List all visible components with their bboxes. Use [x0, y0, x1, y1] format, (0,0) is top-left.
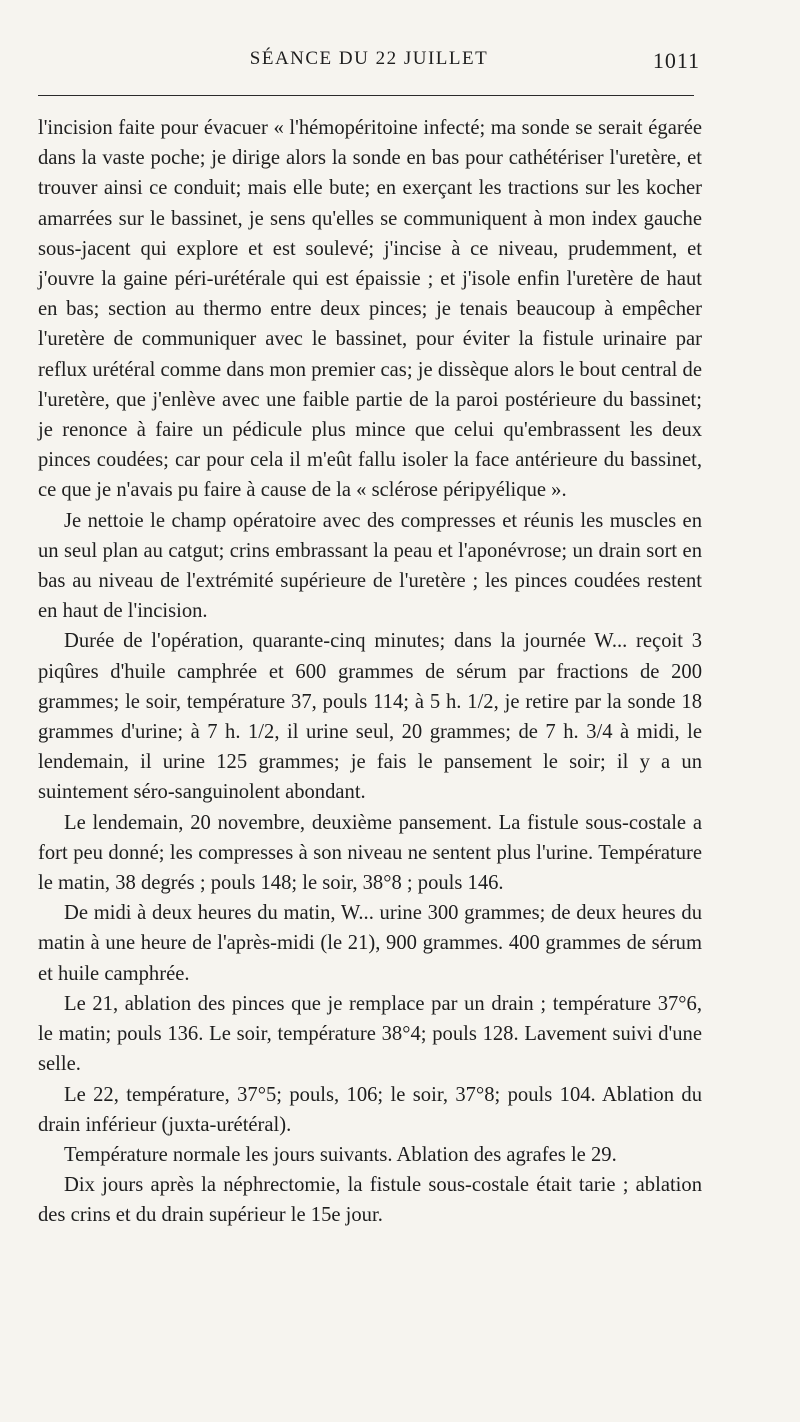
page-number: 1011 — [652, 48, 700, 73]
paragraph: Je nettoie le champ opératoire avec des compresses et réunis les muscles en un seul plan au catgut; crins embrassant la peau et l'aponévrose; un drain sort en bas au niveau de l'extrémité supérieure de l'uretère ; les pinces coudées restent en haut de l'incision. — [38, 509, 702, 623]
paragraph: De midi à deux heures du matin, W... urine 300 grammes; de deux heures du matin à une heure de l'après-midi (le 21), 900 grammes. 400 grammes de sérum et huile camphrée. — [38, 902, 702, 985]
running-title: SÉANCE DU 22 JUILLET — [249, 48, 489, 69]
paragraph: Le 21, ablation des pinces que je remplace par un drain ; température 37°6, le matin; pouls 136. Le soir, température 38°4; pouls 128. Lavement suivi d'une selle. — [38, 992, 702, 1076]
paragraph: Le lendemain, 20 novembre, deuxième pansement. La fistule sous-costale a fort peu donné; les compresses à son niveau ne sentent plus l'urine. Température le matin, 38 degrés ; pouls 148; le soir, 38°8 ; pouls 146. — [38, 811, 702, 895]
running-head — [38, 48, 700, 82]
header-rule — [38, 95, 694, 96]
body-text — [38, 113, 702, 1231]
paragraph-continuation: l'incision faite pour évacuer « l'hémopéritoine infecté; ma sonde se serait égarée dans la vaste poche; je dirige alors la sonde en bas pour cathétériser l'uretère, et trouver ainsi ce conduit; mais elle bute; en exerçant les tractions sur les kocher amarrées sur le bassinet, je sens qu'elles se communiquent à mon index gauche sous-jacent qui explore et est soulevé; j'incise à ce niveau, prudemment, et j'ouvre la gaine péri-urétérale qui est épaissie ; et j'isole enfin l'uretère de haut en bas; section au thermo entre deux pinces; je tenais beaucoup à empêcher l'uretère de communiquer avec le bassinet, pour éviter la fistule urinaire par reflux urétéral comme dans mon premier cas; je dissèque alors le bout central de l'uretère, que j'enlève avec une faible partie de la paroi postérieure du bassinet; je renonce à faire un pédicule plus mince que celui qu'embrassent les deux pinces coudées; car pour cela il m'eût fallu isoler la face antérieure du bassinet, ce que je n'avais pu faire à cause de la « sclérose péripyélique ». — [38, 117, 702, 502]
paragraph: Le 22, température, 37°5; pouls, 106; le soir, 37°8; pouls 104. Ablation du drain inférieur (juxta-urétéral). — [38, 1083, 702, 1136]
paragraph: Durée de l'opération, quarante-cinq minutes; dans la journée W... reçoit 3 piqûres d'huile camphrée et 600 grammes de sérum par fractions de 200 grammes; le soir, température 37, pouls 114; à 5 h. 1/2, je retire par la sonde 18 grammes d'urine; à 7 h. 1/2, il urine seul, 20 grammes; de 7 h. 3/4 à midi, le lendemain, il urine 125 grammes; je fais le pansement le soir; il y a un suintement séro-sanguinolent abondant. — [38, 630, 702, 804]
paragraph: Dix jours après la néphrectomie, la fistule sous-costale était tarie ; ablation des crins et du drain supérieur le 15e jour. — [38, 1174, 702, 1227]
paragraph: Température normale les jours suivants. Ablation des agrafes le 29. — [64, 1143, 617, 1166]
